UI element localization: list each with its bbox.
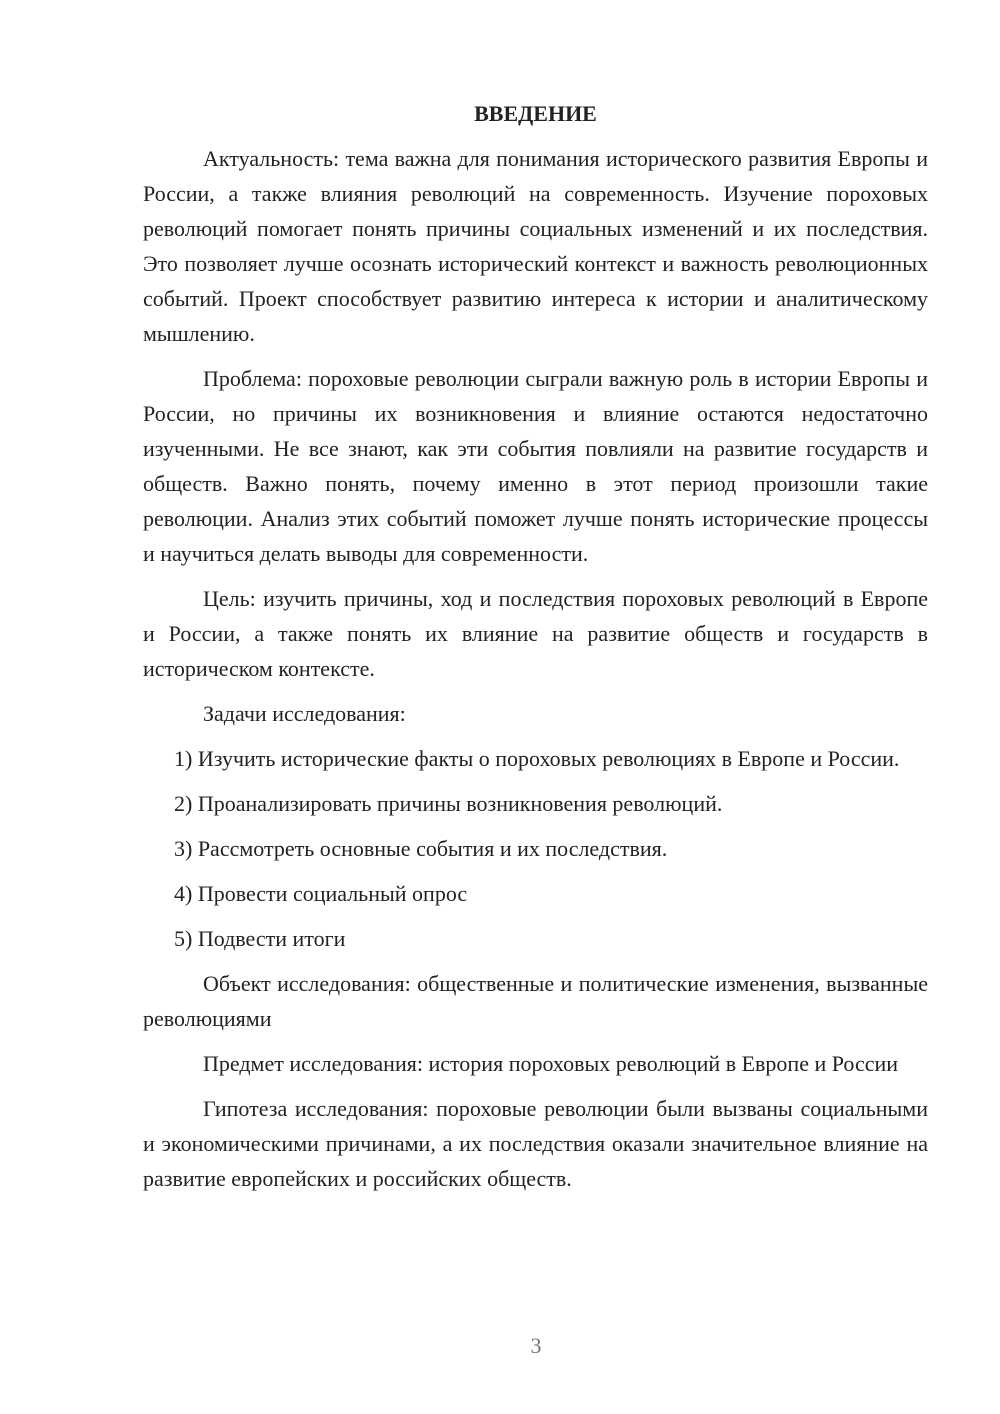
relevance-paragraph: Актуальность: тема важна для понимания исторического развития Европы и России, а также влияния революций на современность. Изучение пороховых революций помогает понять причины социальных изменений и их последствия. Это позволяет лучше осознать исторический контекст и важность революционных событий. Проект способствует развитию интереса к истории и аналитическому мышлению.	[143, 146, 928, 346]
task-item-1: 1) Изучить исторические факты о пороховых революциях в Европе и России.	[174, 746, 900, 771]
object-paragraph: Объект исследования: общественные и политические изменения, вызванные революциями	[143, 971, 928, 1031]
task-item-5: 5) Подвести итоги	[174, 926, 346, 951]
hypothesis-paragraph: Гипотеза исследования: пороховые революции были вызваны социальными и экономическими причинами, а их последствия оказали значительное влияние на развитие европейских и российских обществ.	[143, 1096, 928, 1191]
document-page	[143, 96, 928, 1206]
task-item-3: 3) Рассмотреть основные события и их последствия.	[174, 836, 668, 861]
tasks-heading: Задачи исследования:	[203, 701, 406, 726]
subject-paragraph: Предмет исследования: история пороховых революций в Европе и России	[203, 1051, 899, 1076]
page-number: 3	[530, 1333, 542, 1358]
task-item-2: 2) Проанализировать причины возникновения революций.	[174, 791, 723, 816]
problem-paragraph: Проблема: пороховые революции сыграли важную роль в истории Европы и России, но причины их возникновения и влияние остаются недостаточно изученными. Не все знают, как эти события повлияли на развитие государств и обществ. Важно понять, почему именно в этот период произошли такие революции. Анализ этих событий поможет лучше понять исторические процессы и научиться делать выводы для современности.	[143, 366, 928, 566]
page-title: ВВЕДЕНИЕ	[474, 101, 597, 126]
goal-paragraph: Цель: изучить причины, ход и последствия пороховых революций в Европе и России, а также понять их влияние на развитие обществ и государств в историческом контексте.	[143, 586, 928, 681]
task-item-4: 4) Провести социальный опрос	[174, 881, 468, 906]
